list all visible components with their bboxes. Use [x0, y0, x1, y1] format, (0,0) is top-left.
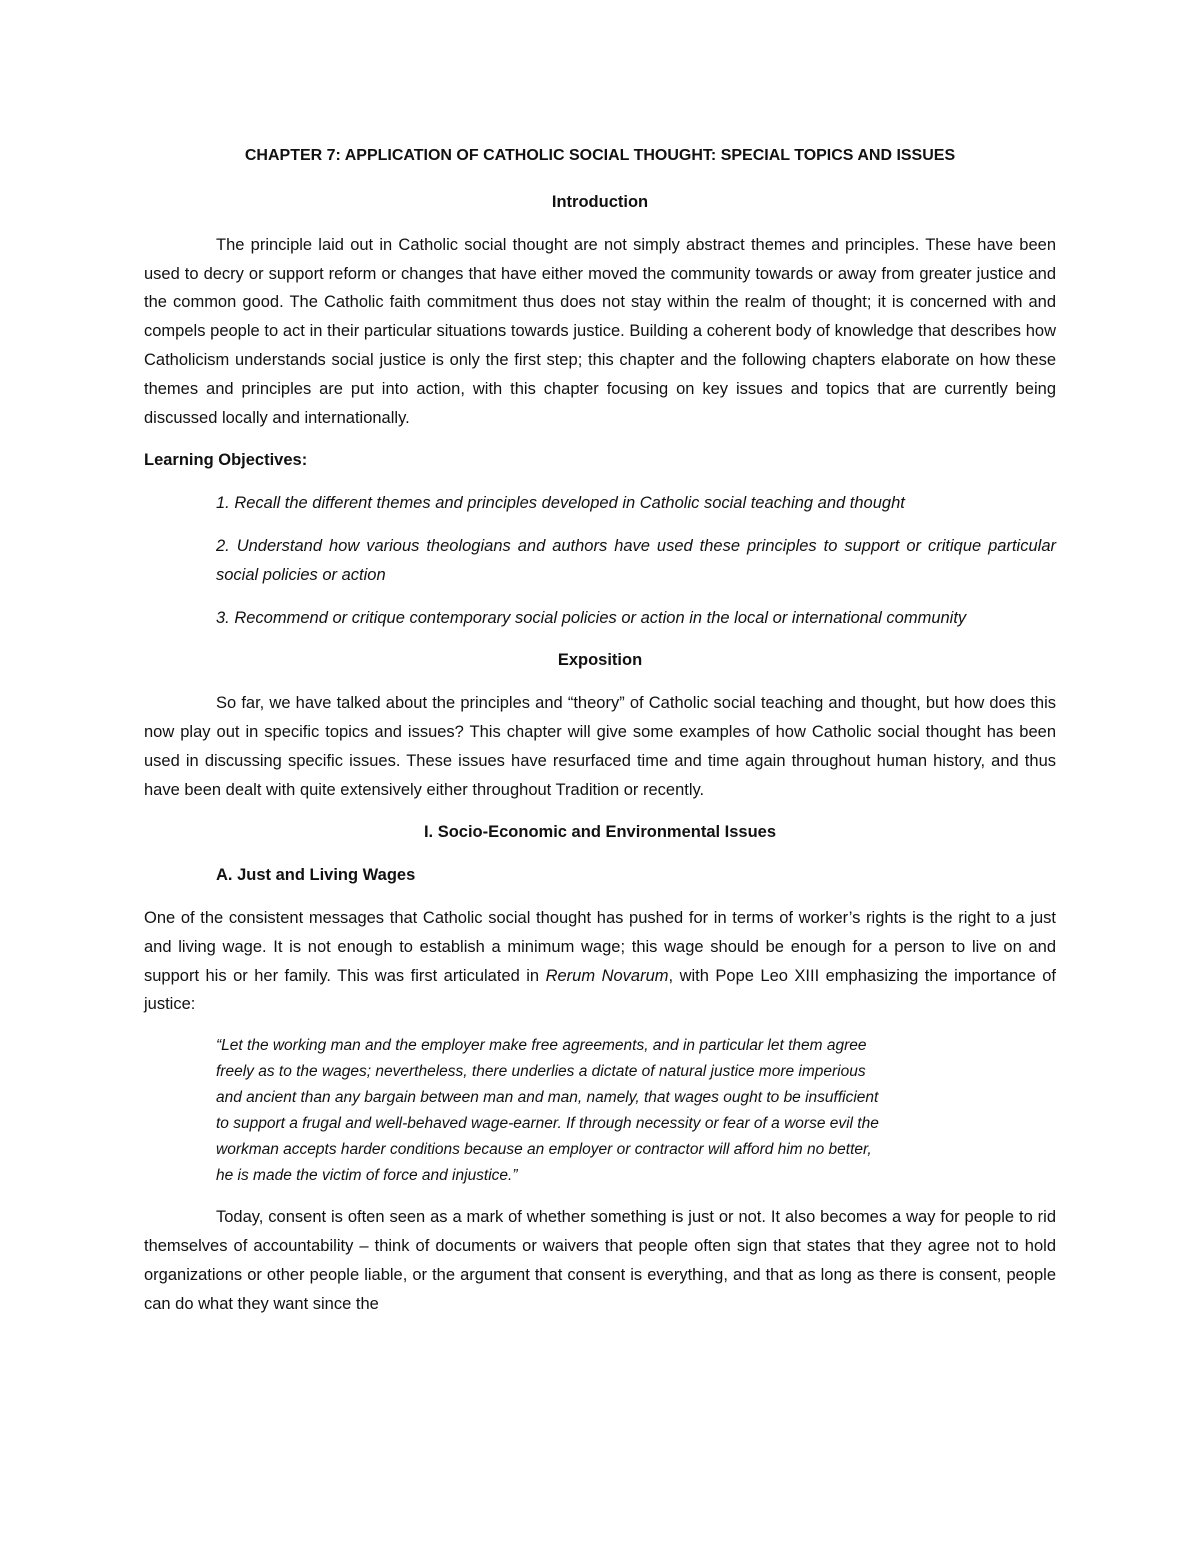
quote-line-3: and ancient than any bargain between man and man, namely, that wages ought to be insufficient — [216, 1089, 879, 1107]
quote-line-4: to support a frugal and well-behaved wage-earner. If through necessity or fear of a worse evil the — [216, 1115, 879, 1133]
work-title-rerum-novarum: Rerum Novarum — [545, 966, 669, 985]
introduction-paragraph: The principle laid out in Catholic social thought are not simply abstract themes and principles. These have been used to decry or support reform or changes that have either moved the community towards or away from greater justice and the common good. The Catholic faith commitment thus does not stay within the realm of thought; it is concerned with and compels people to act in their particular situations towards justice. Building a coherent body of knowledge that describes how Catholicism understands social justice is only the first step; this chapter and the following chapters elaborate on how these themes and principles are put into action, with this chapter focusing on key issues and topics that are currently being discussed locally and internationally. — [144, 235, 1056, 427]
quote-line-5: workman accepts harder conditions because an employer or contractor will afford him no better, — [216, 1141, 872, 1159]
consent-paragraph: Today, consent is often seen as a mark of whether something is just or not. It also becomes a way for people to rid themselves of accountability – think of documents or waivers that people often sign that states that they agree not to hold organizations or other people liable, or the argument that consent is everything, and that as long as there is consent, people can do what they want since the — [144, 1208, 1056, 1313]
subsection-a-heading: A. Just and Living Wages — [216, 866, 416, 885]
learning-objective-2: 2. Understand how various theologians and authors have used these principles to support or critique particular social policies or action — [216, 536, 1056, 584]
wages-paragraph-after: , with Pope Leo XIII emphasizing the importance of justice: — [144, 966, 1056, 1014]
chapter-title: CHAPTER 7: APPLICATION OF CATHOLIC SOCIAL THOUGHT: SPECIAL TOPICS AND ISSUES — [244, 147, 956, 164]
rerum-novarum-quote — [144, 1033, 1056, 1189]
wages-paragraph — [144, 904, 1056, 1019]
wages-paragraph-before: One of the consistent messages that Catholic social thought has pushed for in terms of worker’s rights is the right to a just and living wage. It is not enough to establish a minimum wage; this wage should be enough for a person to live on and support his or her family. This was first articulated in — [144, 908, 1056, 985]
introduction-heading: Introduction — [551, 193, 649, 211]
document-page — [144, 138, 1056, 1332]
learning-objective-3: 3. Recommend or critique contemporary social policies or action in the local or international community — [216, 608, 967, 627]
learning-objectives-label: Learning Objectives: — [144, 451, 308, 470]
learning-objective-1: 1. Recall the different themes and principles developed in Catholic social teaching and thought — [216, 494, 905, 513]
quote-line-1: “Let the working man and the employer make free agreements, and in particular let them agree — [216, 1037, 867, 1055]
exposition-paragraph: So far, we have talked about the principles and “theory” of Catholic social teaching and thought, but how does this now play out in specific topics and issues? This chapter will give some examples of how Catholic social thought has been used in discussing specific issues. These issues have resurfaced time and time again throughout human history, and thus have been dealt with quite extensively either throughout Tradition or recently. — [144, 694, 1056, 799]
quote-line-2: freely as to the wages; nevertheless, there underlies a dictate of natural justice more imperious — [216, 1063, 866, 1081]
section-i-heading: I. Socio-Economic and Environmental Issues — [423, 823, 777, 842]
exposition-heading: Exposition — [557, 651, 643, 670]
quote-line-6: he is made the victim of force and injustice.” — [216, 1167, 518, 1185]
